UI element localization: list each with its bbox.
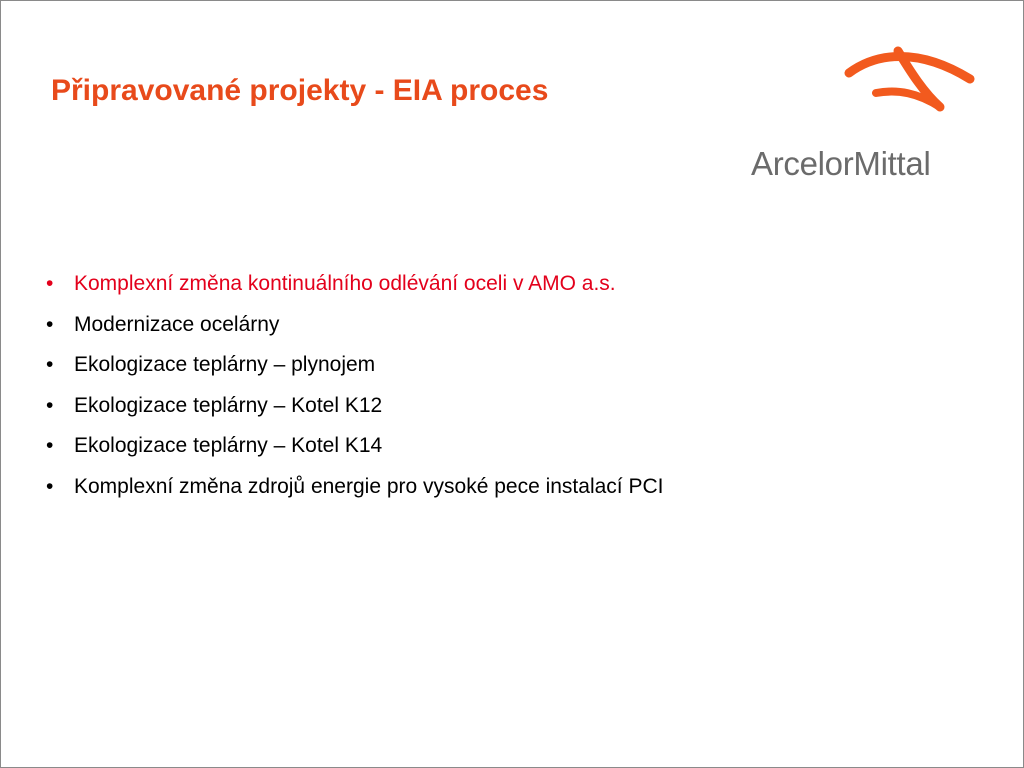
bullet-text: Ekologizace teplárny – Kotel K12 (74, 393, 383, 417)
bullet-dot: • (46, 434, 54, 458)
bullet-item (46, 426, 663, 467)
arcelormittal-logo (746, 41, 976, 182)
slide-title: Připravované projekty - EIA proces (51, 74, 549, 107)
bullet-dot: • (46, 272, 54, 295)
bullet-item (46, 467, 663, 508)
bullet-dot: • (46, 393, 54, 417)
bullet-item (46, 305, 663, 346)
bullet-text: Komplexní změna zdrojů energie pro vysoké pece instalací PCI (74, 474, 664, 498)
logo-wordmark: ArcelorMittal (751, 145, 931, 182)
bullet-list (46, 264, 663, 508)
bullet-item (46, 264, 663, 305)
bullet-item (46, 386, 663, 427)
bullet-item (46, 345, 663, 386)
bullet-text: Modernizace ocelárny (74, 312, 280, 336)
arcelormittal-swoosh-icon (746, 41, 976, 141)
bullet-text: Komplexní změna kontinuálního odlévání oceli v AMO a.s. (74, 272, 616, 295)
bullet-text: Ekologizace teplárny – plynojem (74, 353, 376, 377)
bullet-dot: • (46, 474, 54, 498)
bullet-text: Ekologizace teplárny – Kotel K14 (74, 434, 383, 458)
bullet-dot: • (46, 353, 54, 377)
bullet-dot: • (46, 312, 54, 336)
